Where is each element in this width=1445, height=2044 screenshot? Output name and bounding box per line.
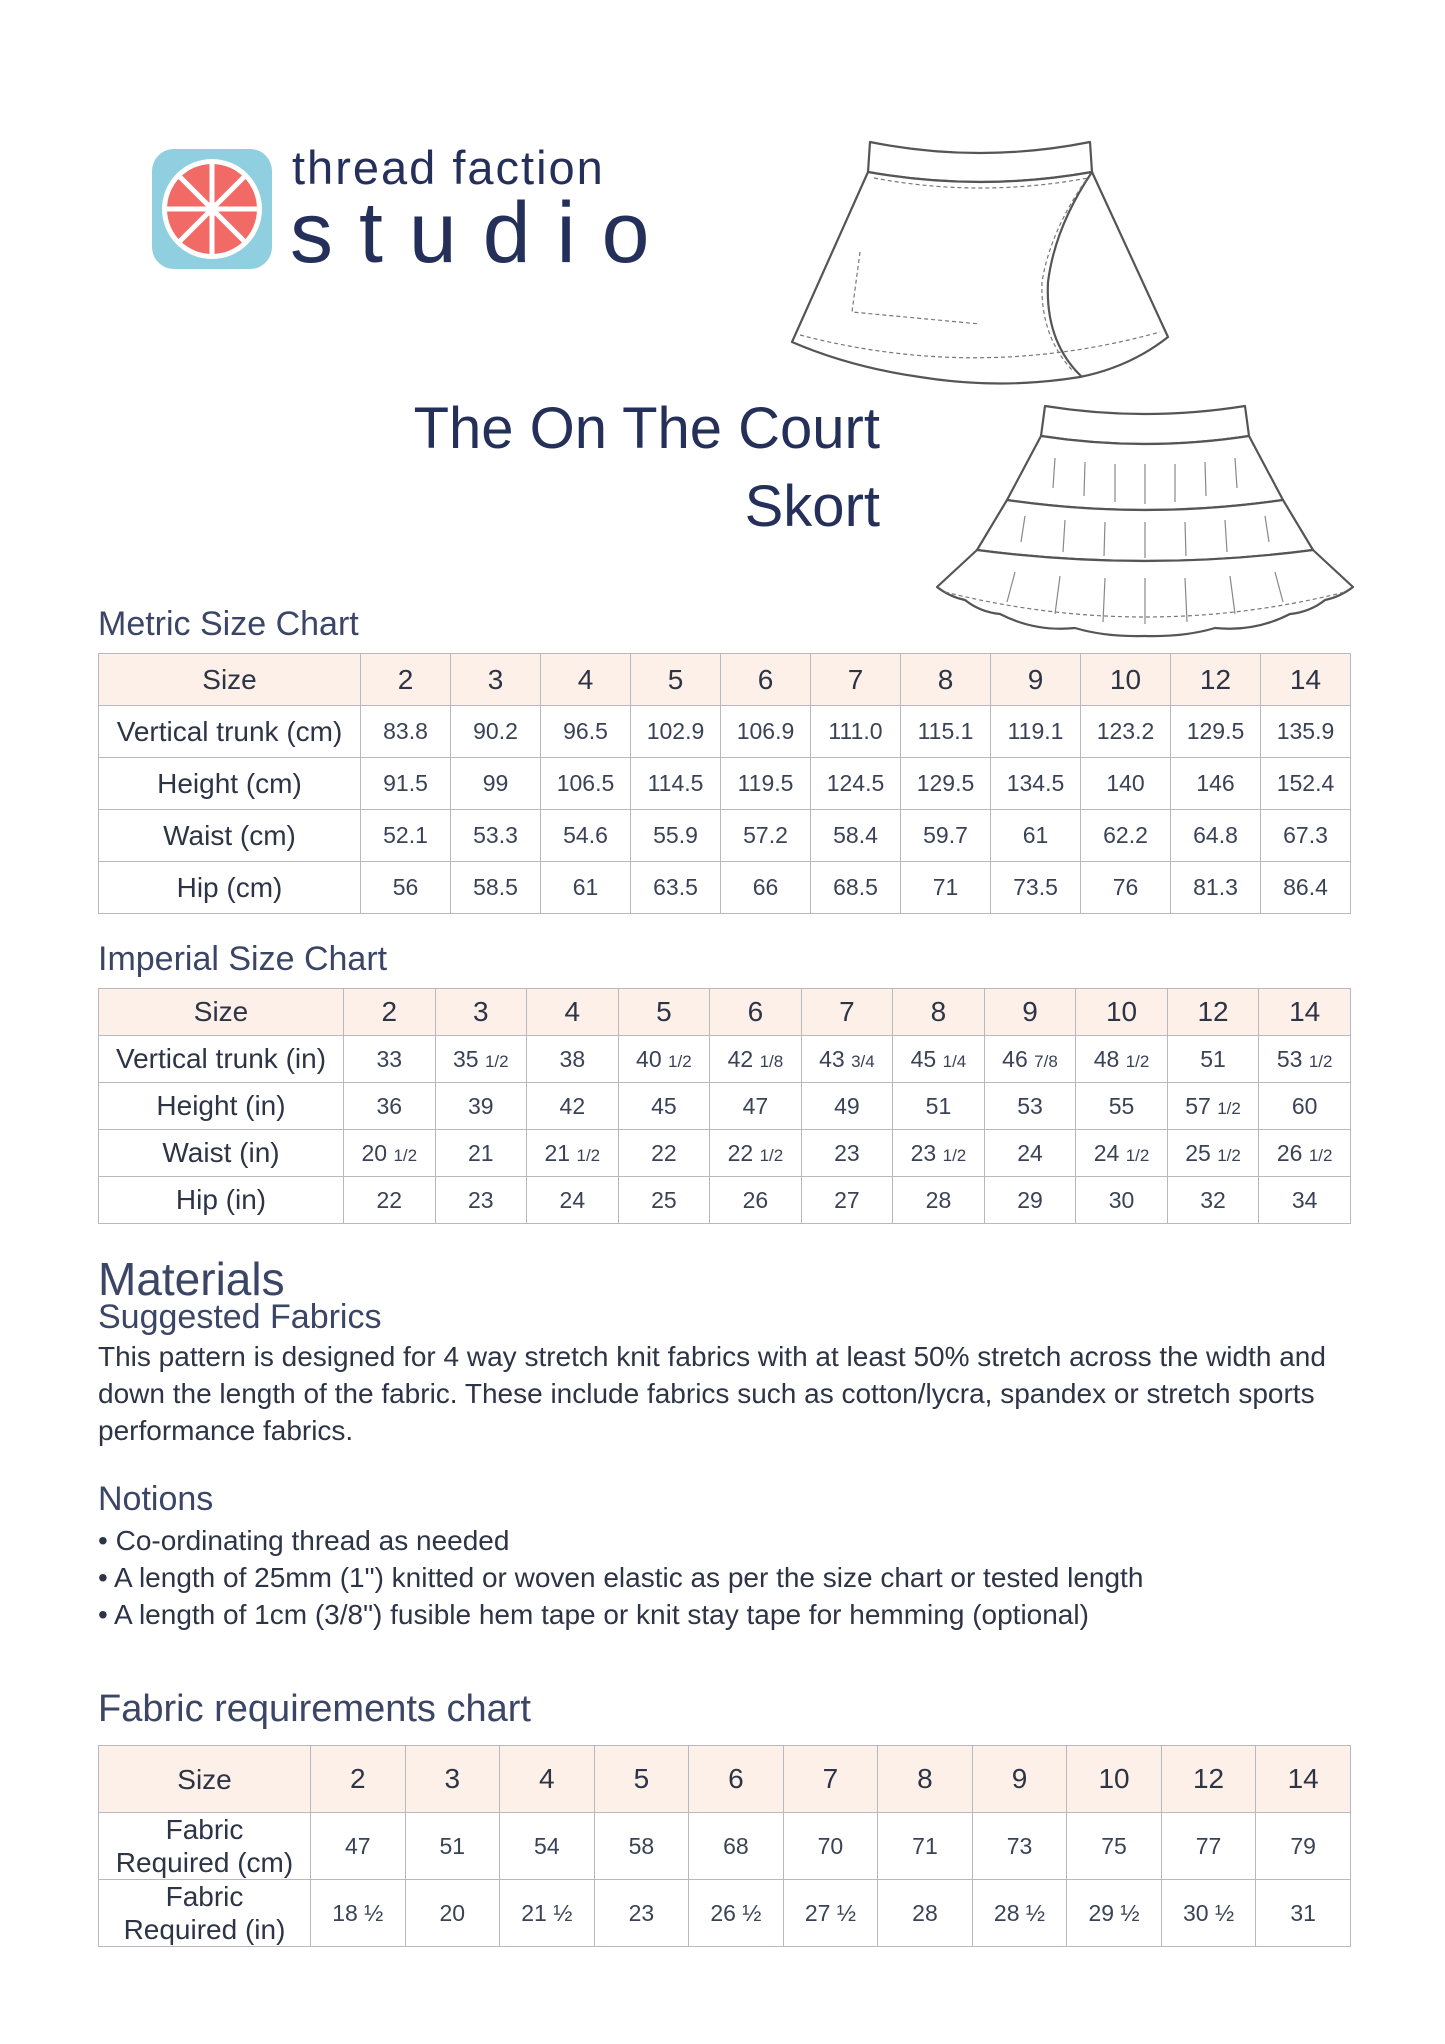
size-cell: 9 [984, 989, 1076, 1036]
whole-value: 49 [834, 1092, 860, 1119]
metric-size-header-row [99, 654, 1351, 706]
table-row [99, 810, 1351, 862]
row-label-line1: Fabric [165, 1814, 244, 1845]
value-cell [435, 1083, 527, 1130]
fraction-value: 1/2 [393, 1145, 418, 1165]
value-cell [893, 1130, 985, 1177]
fraction-value: 1/2 [759, 1145, 784, 1165]
size-cell: 5 [618, 989, 710, 1036]
value-cell [710, 1083, 802, 1130]
brand-name-bottom: studio [290, 185, 676, 281]
fraction-value: 1/2 [1125, 1051, 1150, 1071]
size-cell: 3 [405, 1746, 500, 1813]
value-cell: 64.8 [1171, 810, 1261, 862]
value-cell: 23 [594, 1880, 689, 1947]
whole-value: 51 [925, 1092, 952, 1119]
notions-heading: Notions [98, 1480, 214, 1518]
whole-value: 33 [376, 1045, 403, 1072]
size-label: Size [99, 654, 361, 706]
table-row [99, 1036, 1351, 1083]
value-cell: 106.5 [541, 758, 631, 810]
grapefruit-logo-icon [150, 147, 274, 271]
whole-value: 45 [910, 1045, 937, 1072]
value-cell [1259, 1036, 1351, 1083]
value-cell: 71 [878, 1813, 973, 1880]
value-cell: 32 [1167, 1177, 1259, 1224]
size-cell: 6 [721, 654, 811, 706]
value-cell [984, 1083, 1076, 1130]
table-row [99, 1083, 1351, 1130]
whole-value: 26 [1276, 1139, 1303, 1166]
table-row [99, 862, 1351, 914]
size-cell: 9 [972, 1746, 1067, 1813]
value-cell [1259, 1083, 1351, 1130]
whole-value: 35 [452, 1045, 479, 1072]
whole-value: 23 [910, 1139, 937, 1166]
whole-value: 60 [1291, 1092, 1318, 1119]
value-cell: 62.2 [1081, 810, 1171, 862]
value-cell: 115.1 [901, 706, 991, 758]
value-cell: 28 ½ [972, 1880, 1067, 1947]
skort-tiered-illustration [935, 392, 1355, 642]
value-cell: 119.5 [721, 758, 811, 810]
whole-value: 43 [819, 1045, 845, 1072]
value-cell [435, 1036, 527, 1083]
whole-value: 55 [1108, 1092, 1135, 1119]
size-cell: 12 [1171, 654, 1261, 706]
size-cell: 3 [435, 989, 527, 1036]
size-cell: 14 [1259, 989, 1351, 1036]
value-cell: 59.7 [901, 810, 991, 862]
value-cell: 75 [1067, 1813, 1162, 1880]
value-cell [801, 1083, 893, 1130]
table-row [99, 706, 1351, 758]
value-cell: 81.3 [1171, 862, 1261, 914]
value-cell [893, 1036, 985, 1083]
row-label: Hip (cm) [99, 862, 361, 914]
value-cell [1167, 1130, 1259, 1177]
value-cell: 135.9 [1261, 706, 1351, 758]
value-cell: 18 ½ [311, 1880, 406, 1947]
size-label: Size [99, 989, 344, 1036]
value-cell: 47 [311, 1813, 406, 1880]
value-cell [344, 1036, 436, 1083]
whole-value: 22 [727, 1139, 754, 1166]
size-cell: 6 [689, 1746, 784, 1813]
value-cell [801, 1036, 893, 1083]
fraction-value: 1/2 [668, 1051, 692, 1071]
row-label: Hip (in) [99, 1177, 344, 1224]
metric-size-table [98, 653, 1351, 914]
value-cell [1076, 1083, 1168, 1130]
whole-value: 46 [1002, 1045, 1028, 1072]
value-cell: 58.4 [811, 810, 901, 862]
value-cell: 79 [1256, 1813, 1351, 1880]
row-label-line2: Required (cm) [115, 1847, 294, 1878]
whole-value: 21 [544, 1139, 571, 1166]
whole-value: 25 [1185, 1139, 1211, 1166]
imperial-size-header-row [99, 989, 1351, 1036]
value-cell: 68.5 [811, 862, 901, 914]
row-label-line2: Required (in) [123, 1914, 286, 1945]
value-cell: 99 [451, 758, 541, 810]
fraction-value: 7/8 [1034, 1051, 1058, 1071]
list-item: • A length of 1cm (3/8") fusible hem tape or knit stay tape for hemming (optional) [98, 1596, 1368, 1633]
size-cell: 2 [311, 1746, 406, 1813]
value-cell: 28 [893, 1177, 985, 1224]
fraction-value: 1/2 [576, 1145, 601, 1165]
fraction-value: 1/4 [942, 1051, 967, 1071]
row-label: Height (cm) [99, 758, 361, 810]
value-cell: 106.9 [721, 706, 811, 758]
materials-heading: Materials [98, 1253, 285, 1305]
value-cell: 123.2 [1081, 706, 1171, 758]
size-cell: 3 [451, 654, 541, 706]
value-cell: 53.3 [451, 810, 541, 862]
pattern-title-line2: Skort [744, 474, 880, 539]
value-cell [710, 1036, 802, 1083]
value-cell: 77 [1161, 1813, 1256, 1880]
suggested-fabrics-heading: Suggested Fabrics [98, 1298, 382, 1336]
whole-value: 57 [1185, 1092, 1211, 1119]
whole-value: 23 [834, 1139, 860, 1166]
value-cell: 73.5 [991, 862, 1081, 914]
value-cell [435, 1130, 527, 1177]
whole-value: 24 [1017, 1139, 1043, 1166]
whole-value: 42 [727, 1045, 754, 1072]
size-cell: 8 [893, 989, 985, 1036]
value-cell [1167, 1083, 1259, 1130]
list-item: • Co-ordinating thread as needed [98, 1522, 1368, 1559]
value-cell: 61 [991, 810, 1081, 862]
whole-value: 47 [742, 1092, 769, 1119]
value-cell [801, 1130, 893, 1177]
value-cell: 30 ½ [1161, 1880, 1256, 1947]
pattern-title [414, 390, 880, 546]
fraction-value: 1/2 [1308, 1051, 1333, 1071]
size-label: Size [99, 1746, 311, 1813]
size-cell: 2 [361, 654, 451, 706]
size-cell: 6 [710, 989, 802, 1036]
value-cell: 71 [901, 862, 991, 914]
value-cell: 76 [1081, 862, 1171, 914]
table-row [99, 1880, 1351, 1947]
whole-value: 24 [1093, 1139, 1120, 1166]
value-cell [893, 1083, 985, 1130]
value-cell: 61 [541, 862, 631, 914]
whole-value: 40 [636, 1045, 662, 1072]
value-cell: 134.5 [991, 758, 1081, 810]
value-cell: 152.4 [1261, 758, 1351, 810]
row-label: Height (in) [99, 1083, 344, 1130]
value-cell: 68 [689, 1813, 784, 1880]
size-cell: 12 [1161, 1746, 1256, 1813]
value-cell: 51 [405, 1813, 500, 1880]
value-cell [984, 1036, 1076, 1083]
value-cell: 124.5 [811, 758, 901, 810]
fraction-value: 1/8 [759, 1051, 784, 1071]
value-cell [527, 1130, 619, 1177]
value-cell [618, 1036, 710, 1083]
value-cell [527, 1036, 619, 1083]
table-row [99, 1177, 1351, 1224]
metric-chart-heading: Metric Size Chart [98, 605, 359, 643]
size-cell: 2 [344, 989, 436, 1036]
table-row [99, 758, 1351, 810]
value-cell: 58.5 [451, 862, 541, 914]
value-cell [344, 1130, 436, 1177]
size-cell: 14 [1256, 1746, 1351, 1813]
value-cell: 140 [1081, 758, 1171, 810]
whole-value: 51 [1200, 1045, 1226, 1072]
size-cell: 4 [500, 1746, 595, 1813]
fraction-value: 1/2 [484, 1051, 509, 1071]
value-cell [527, 1083, 619, 1130]
size-cell: 9 [991, 654, 1081, 706]
fabric-requirements-table [98, 1745, 1351, 1947]
size-cell: 7 [783, 1746, 878, 1813]
value-cell: 146 [1171, 758, 1261, 810]
value-cell: 20 [405, 1880, 500, 1947]
fraction-value: 1/2 [1125, 1145, 1150, 1165]
whole-value: 38 [559, 1045, 586, 1072]
size-cell: 4 [527, 989, 619, 1036]
size-cell: 12 [1167, 989, 1259, 1036]
value-cell: 55.9 [631, 810, 721, 862]
row-label: Waist (cm) [99, 810, 361, 862]
size-cell: 4 [541, 654, 631, 706]
value-cell: 31 [1256, 1880, 1351, 1947]
value-cell: 67.3 [1261, 810, 1351, 862]
suggested-fabrics-text: This pattern is designed for 4 way stretch knit fabrics with at least 50% stretch across the width and down the length of the fabric. These include fabrics such as cotton/lycra, spandex or stretch sports performance fabrics. [98, 1341, 1326, 1446]
brand-name-top: thread faction [292, 141, 605, 194]
value-cell: 22 [344, 1177, 436, 1224]
value-cell: 66 [721, 862, 811, 914]
size-cell: 7 [811, 654, 901, 706]
value-cell: 102.9 [631, 706, 721, 758]
value-cell [1076, 1036, 1168, 1083]
value-cell: 27 [801, 1177, 893, 1224]
value-cell: 24 [527, 1177, 619, 1224]
pattern-title-line1: The On The Court [413, 396, 880, 461]
list-item: • A length of 25mm (1") knitted or woven elastic as per the size chart or tested length [98, 1559, 1368, 1596]
value-cell [1259, 1130, 1351, 1177]
value-cell: 86.4 [1261, 862, 1351, 914]
whole-value: 45 [651, 1092, 677, 1119]
size-cell: 10 [1081, 654, 1171, 706]
value-cell: 57.2 [721, 810, 811, 862]
table-row [99, 1813, 1351, 1880]
value-cell: 26 [710, 1177, 802, 1224]
whole-value: 53 [1276, 1045, 1303, 1072]
value-cell [344, 1083, 436, 1130]
value-cell: 63.5 [631, 862, 721, 914]
value-cell: 56 [361, 862, 451, 914]
notions-list [98, 1522, 1368, 1633]
whole-value: 53 [1017, 1092, 1043, 1119]
value-cell: 26 ½ [689, 1880, 784, 1947]
value-cell: 34 [1259, 1177, 1351, 1224]
skort-front-illustration [790, 132, 1170, 392]
value-cell: 52.1 [361, 810, 451, 862]
whole-value: 48 [1093, 1045, 1120, 1072]
imperial-size-table [98, 988, 1351, 1224]
value-cell [618, 1130, 710, 1177]
fraction-value: 1/2 [942, 1145, 967, 1165]
value-cell: 83.8 [361, 706, 451, 758]
value-cell: 129.5 [1171, 706, 1261, 758]
value-cell: 30 [1076, 1177, 1168, 1224]
size-cell: 5 [594, 1746, 689, 1813]
size-cell: 14 [1261, 654, 1351, 706]
row-label: Vertical trunk (in) [99, 1036, 344, 1083]
value-cell: 96.5 [541, 706, 631, 758]
whole-value: 36 [376, 1092, 403, 1119]
imperial-chart-heading: Imperial Size Chart [98, 940, 388, 978]
value-cell: 23 [435, 1177, 527, 1224]
size-cell: 5 [631, 654, 721, 706]
value-cell [984, 1130, 1076, 1177]
row-label: Vertical trunk (cm) [99, 706, 361, 758]
value-cell: 114.5 [631, 758, 721, 810]
fraction-value: 1/2 [1217, 1145, 1241, 1165]
value-cell: 119.1 [991, 706, 1081, 758]
value-cell [710, 1130, 802, 1177]
value-cell: 54.6 [541, 810, 631, 862]
value-cell: 29 [984, 1177, 1076, 1224]
size-cell: 7 [801, 989, 893, 1036]
value-cell: 27 ½ [783, 1880, 878, 1947]
value-cell: 90.2 [451, 706, 541, 758]
size-cell: 10 [1067, 1746, 1162, 1813]
size-cell: 10 [1076, 989, 1168, 1036]
fraction-value: 3/4 [851, 1051, 875, 1071]
fraction-value: 1/2 [1308, 1145, 1333, 1165]
value-cell: 25 [618, 1177, 710, 1224]
value-cell: 28 [878, 1880, 973, 1947]
value-cell: 91.5 [361, 758, 451, 810]
value-cell: 58 [594, 1813, 689, 1880]
value-cell [1076, 1130, 1168, 1177]
whole-value: 39 [468, 1092, 494, 1119]
value-cell: 129.5 [901, 758, 991, 810]
row-label: Waist (in) [99, 1130, 344, 1177]
whole-value: 20 [361, 1139, 388, 1166]
size-cell: 8 [878, 1746, 973, 1813]
fraction-value: 1/2 [1217, 1098, 1241, 1118]
whole-value: 21 [468, 1139, 494, 1166]
value-cell [618, 1083, 710, 1130]
size-cell: 8 [901, 654, 991, 706]
fabric-size-header-row [99, 1746, 1351, 1813]
whole-value: 22 [651, 1139, 677, 1166]
value-cell: 29 ½ [1067, 1880, 1162, 1947]
whole-value: 42 [559, 1092, 586, 1119]
row-label [99, 1813, 311, 1880]
fabric-chart-heading: Fabric requirements chart [98, 1688, 531, 1730]
row-label-line1: Fabric [165, 1881, 244, 1912]
value-cell: 111.0 [811, 706, 901, 758]
value-cell: 70 [783, 1813, 878, 1880]
value-cell: 54 [500, 1813, 595, 1880]
table-row [99, 1130, 1351, 1177]
row-label [99, 1880, 311, 1947]
value-cell [1167, 1036, 1259, 1083]
value-cell: 21 ½ [500, 1880, 595, 1947]
value-cell: 73 [972, 1813, 1067, 1880]
